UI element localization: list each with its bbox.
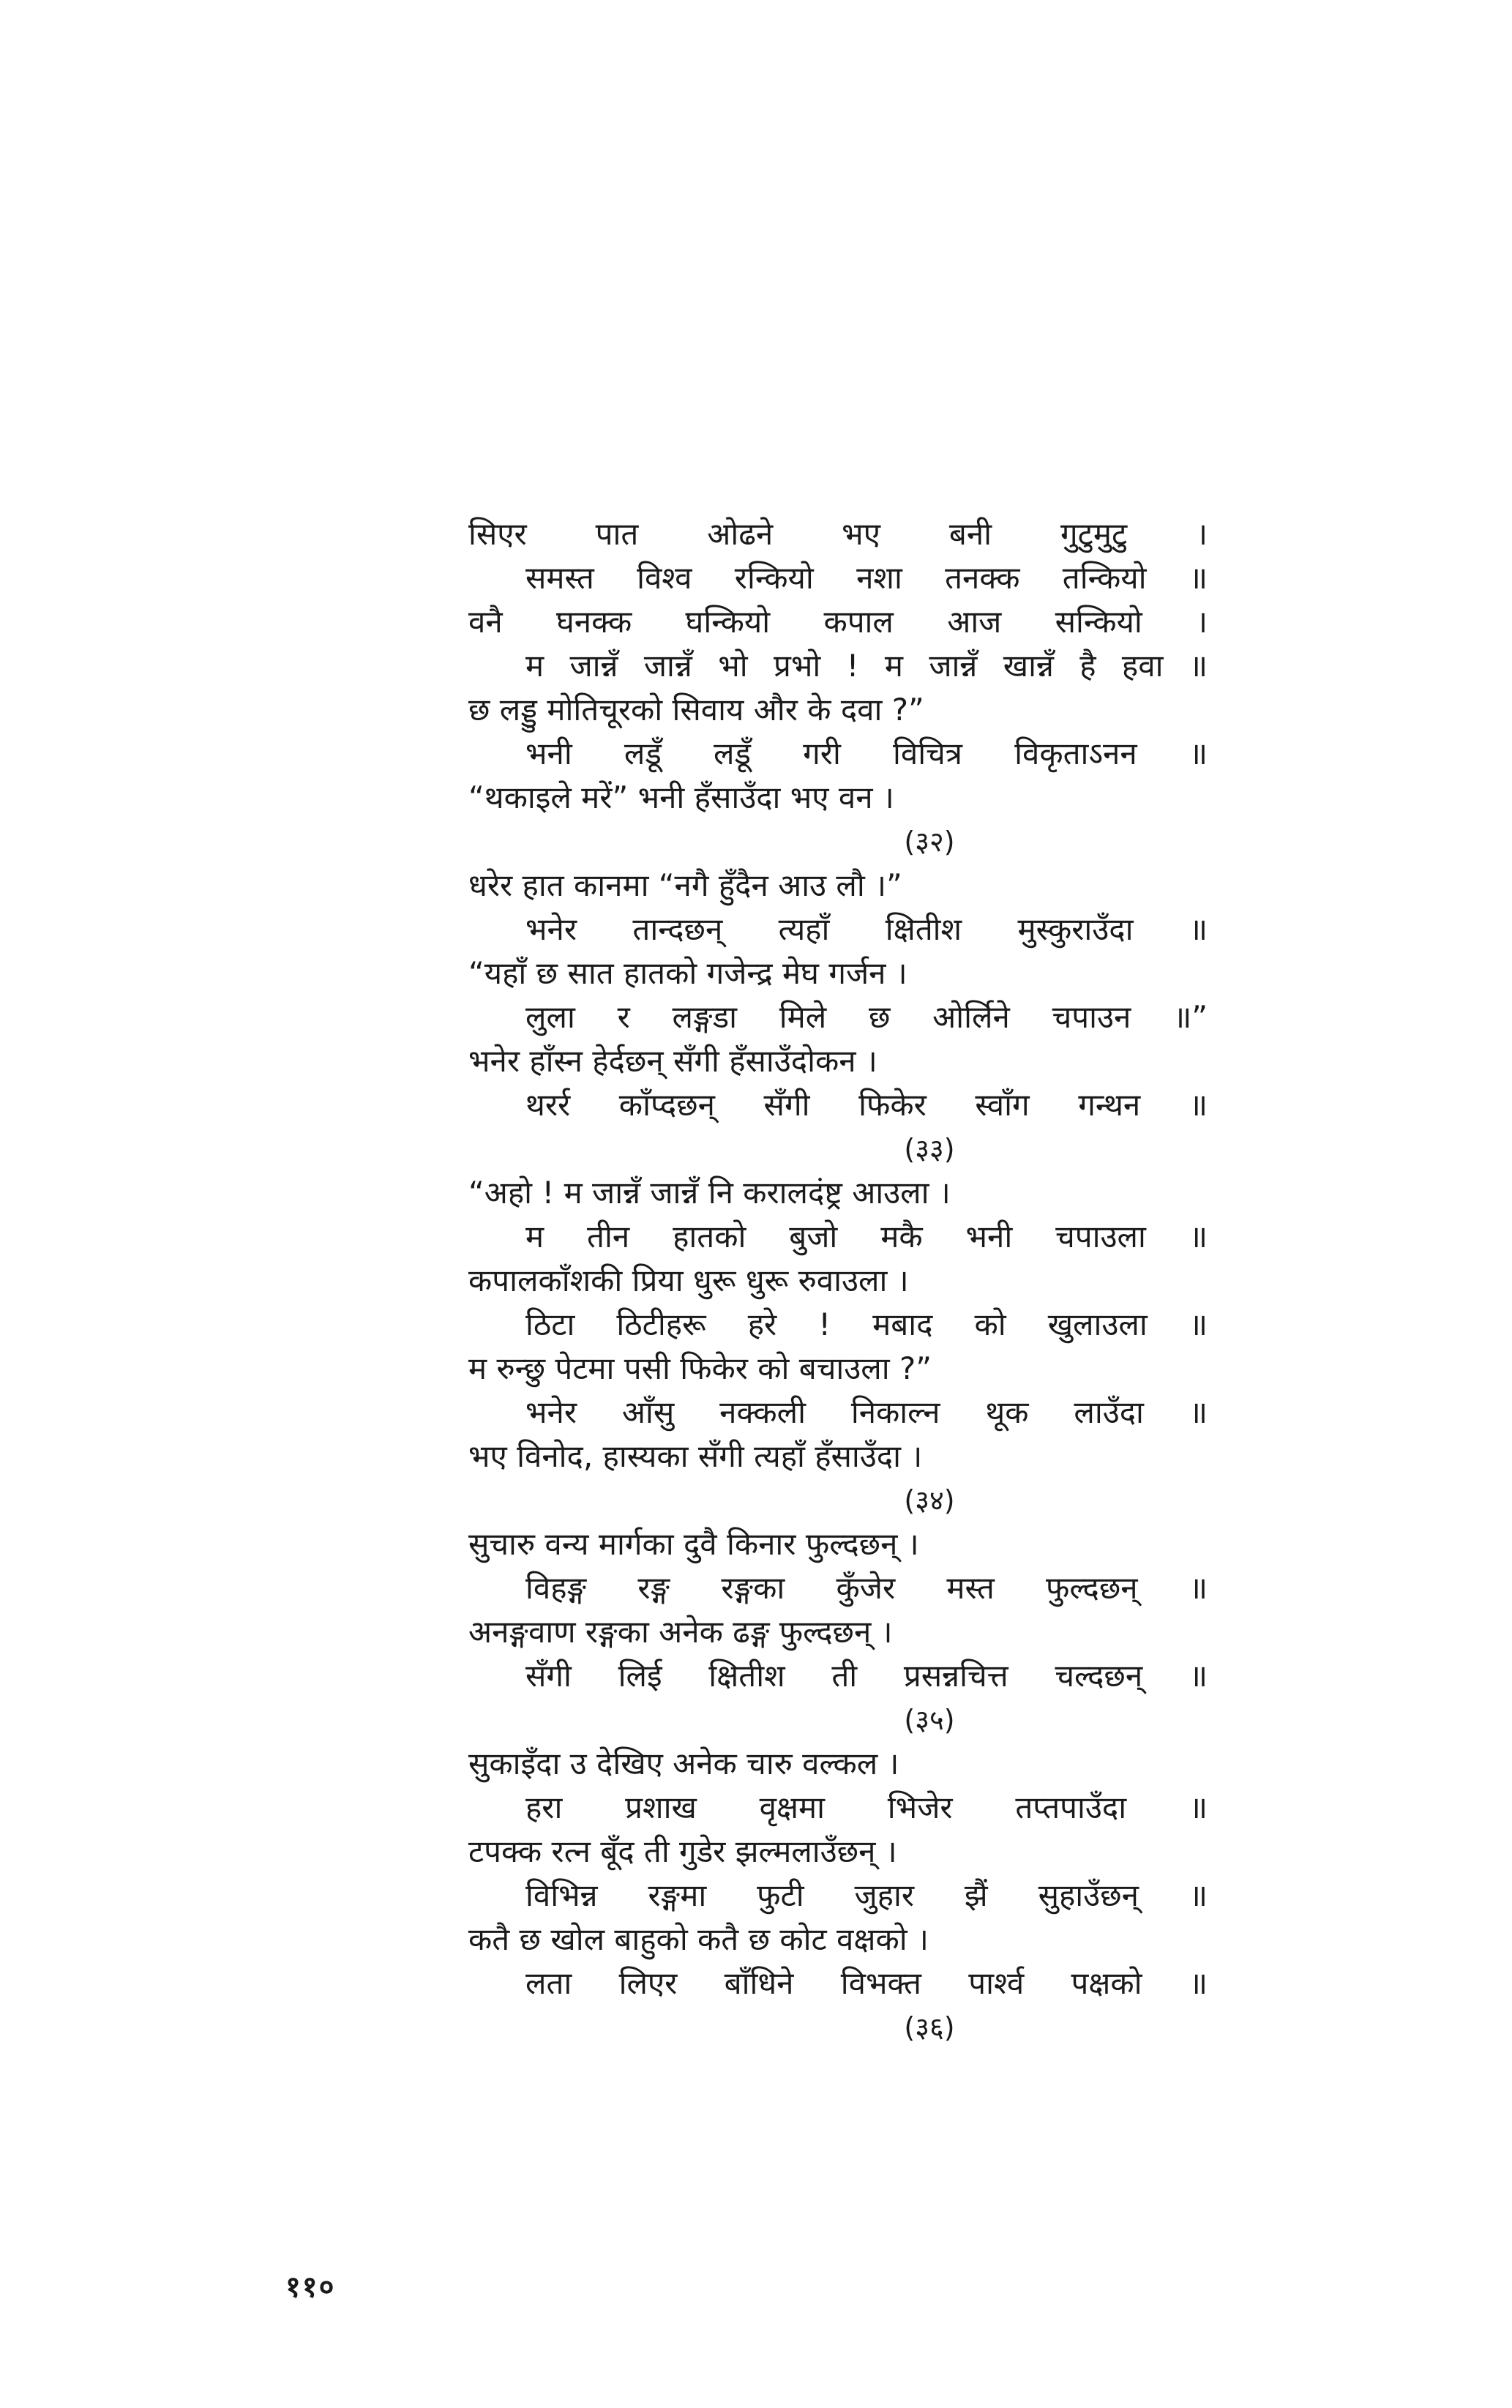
verse-line: म तीन हातको बुजो मकै भनी चपाउला ॥ [525,1219,1208,1255]
verse-line: सँगी लिई क्षितीश ती प्रसन्नचित्त चल्दछन् ॥ [525,1658,1208,1694]
verse-line: सुचारु वन्य मार्गका दुवै किनार फुल्दछन् । [468,1526,919,1562]
stanza [468,512,1208,864]
stanza-number: (३६) [904,2011,955,2044]
stanza [468,1742,1208,2049]
verse-line: म जान्नँ जान्नँ भो प्रभो ! म जान्नँ खान्नँ है हवा ॥ [525,648,1208,684]
verse-line: “यहाँ छ सात हातको गजेन्द्र मेघ गर्जन । [468,955,907,991]
verse-line: थरर्र काँप्दछन् सँगी फिकेर स्वाँग गन्थन ॥ [525,1087,1208,1123]
verse-line: सुकाइँदा उ देखिए अनेक चारु वल्कल । [468,1746,899,1781]
verse-line: समस्त विश्व रन्कियो नशा तनक्क तन्कियो ॥ [525,560,1208,596]
verse-line: धरेर हात कानमा “नगै हुँदैन आउ लौ ।” [468,867,902,903]
verse-line: छ लड्डु मोतिचूरको सिवाय और के दवा ?” [468,692,924,728]
verse-line: भनेर तान्दछन् त्यहाँ क्षितीश मुस्कुराउँदा ॥ [525,911,1208,947]
stanza-number: (३३) [904,1133,955,1165]
stanza [468,864,1208,1171]
verse-line: लता लिएर बाँधिने विभक्त पार्श्व पक्षको ॥ [525,1965,1208,2001]
stanza [468,1522,1208,1742]
verse-line: भनेर आँसु नक्कली निकाल्न थूक लाउँदा ॥ [525,1394,1208,1430]
verse-line: टपक्क रत्न बूँद ती गुडेर झल्मलाउँछन् । [468,1833,897,1869]
stanza-number: (३५) [904,1704,955,1736]
verse-line: कतै छ खोल बाहुको कतै छ कोट वक्षको । [468,1921,929,1957]
stanza-number: (३४) [904,1484,955,1517]
verse-line: लुला र लङ्गडा मिले छ ओर्लिने चपाउन ॥” [525,999,1208,1035]
verse-line: भनी लडूँ लडूँ गरी विचित्र विकृताऽनन ॥ [525,736,1208,771]
page-number: ११० [285,2270,336,2304]
verse-line: सिएर पात ओढने भए बनी गुटुमुटु । [468,516,1208,552]
verse-line: अनङ्गवाण रङ्गका अनेक ढङ्ग फुल्दछन् । [468,1614,893,1650]
verse-line: भए विनोद, हास्यका सँगी त्यहाँ हँसाउँदा । [468,1438,923,1474]
verse-line: भनेर हाँस्न हेर्दछन् सँगी हँसाउँदोकन । [468,1043,877,1079]
verse-line: “थकाइले मरें” भनी हँसाउँदा भए वन । [468,779,894,815]
stanza-number: (३२) [904,826,955,858]
verse-line: हरा प्रशाख वृक्षमा भिजेर तप्तपाउँदा ॥ [525,1790,1208,1825]
verse-line: विभिन्न रङ्गमा फुटी जुहार झैं सुहाउँछन् ॥ [525,1877,1208,1913]
poem-body [468,512,1208,2049]
verse-line: विहङ्ग रङ्ग रङ्गका कुँजेर मस्त फुल्दछन् ॥ [525,1570,1208,1606]
verse-line: वनै घनक्क घन्कियो कपाल आज सन्कियो । [468,604,1208,640]
stanza [468,1171,1208,1522]
verse-line: कपालकाँशकी प्रिया धुरू धुरू रुवाउला । [468,1263,909,1298]
verse-line: “अहो ! म जान्नँ जान्नँ नि करालदंष्ट्र आउला । [468,1175,951,1211]
verse-line: ठिटा ठिटीहरू हरे ! मबाद को खुलाउला ॥ [525,1306,1208,1342]
verse-line: म रुन्छु पेटमा पसी फिकेर को बचाउला ?” [468,1350,932,1386]
